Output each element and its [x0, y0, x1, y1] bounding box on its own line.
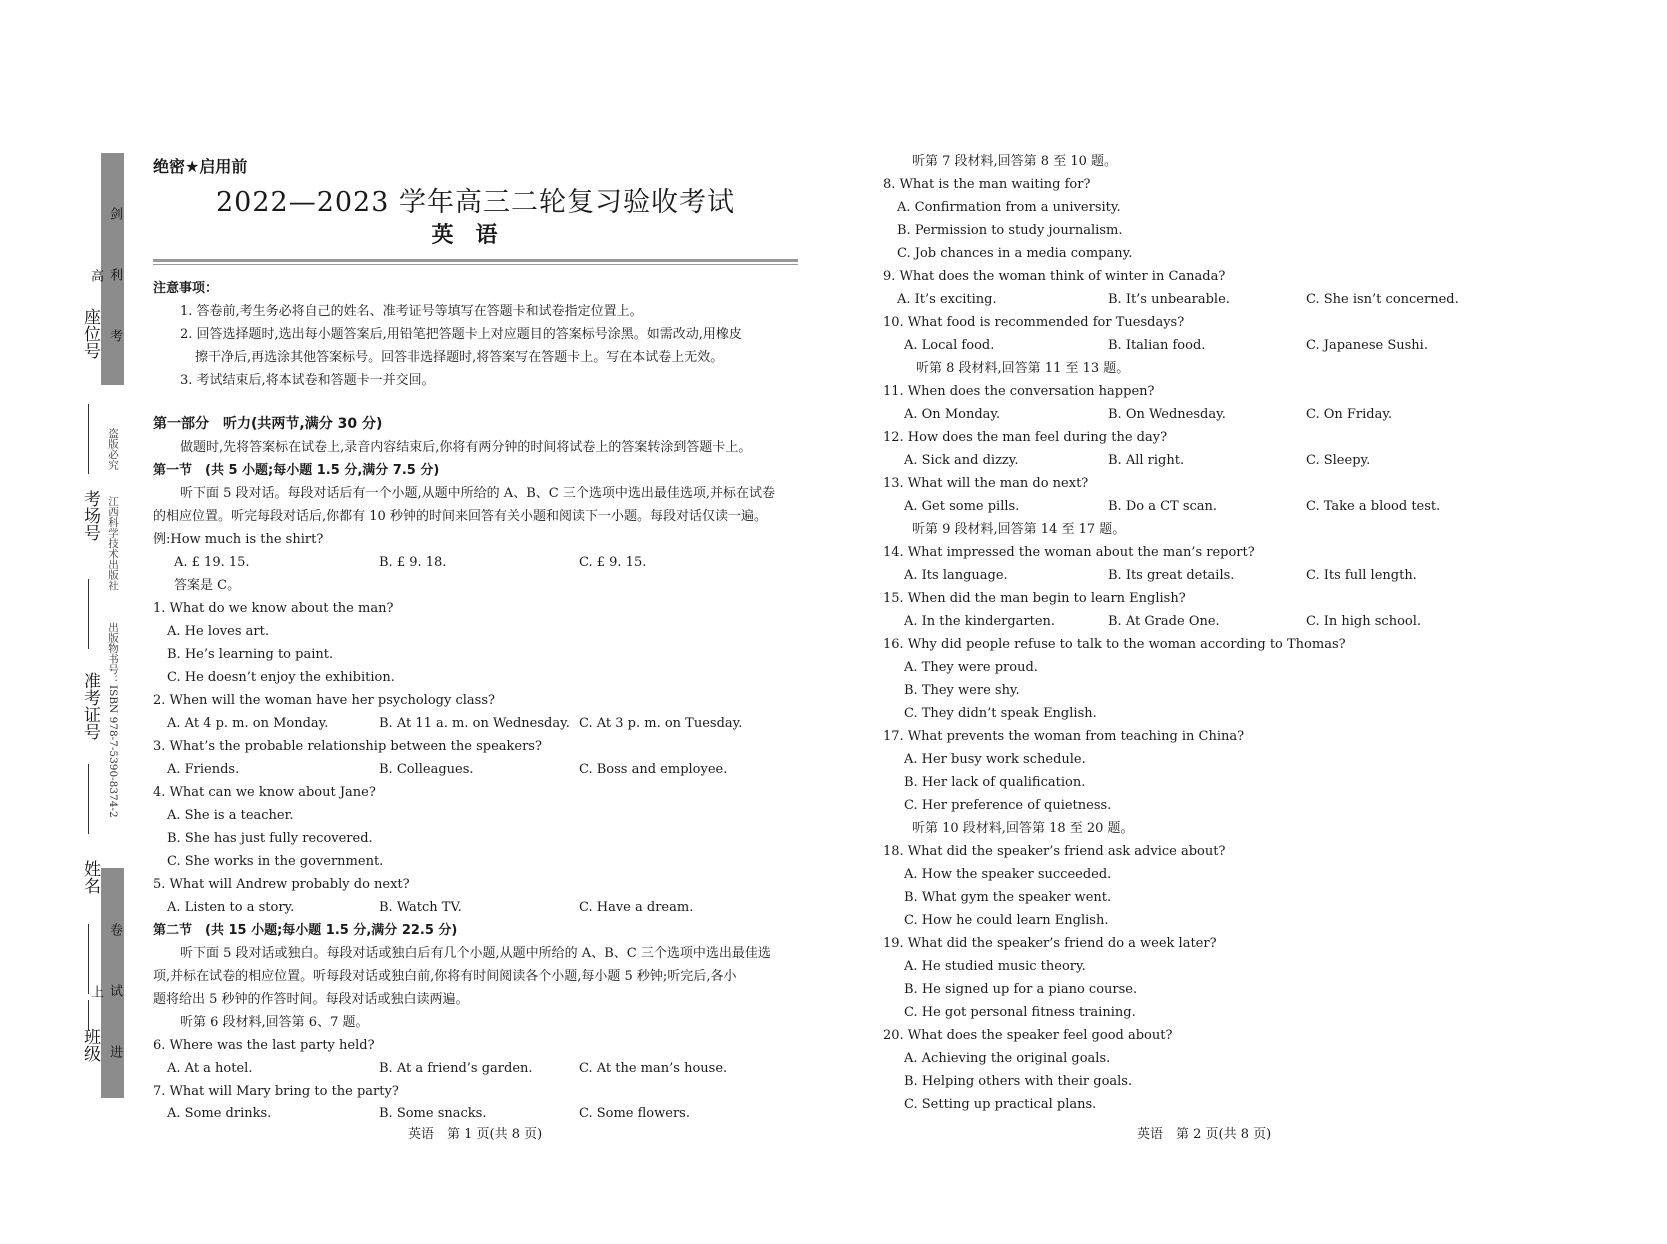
option-a: A. They were proud. — [904, 660, 1038, 675]
subject-title: 英语 — [431, 223, 520, 248]
option-a: A. Friends. — [167, 762, 240, 777]
material-8-heading: 听第 8 段材料,回答第 11 至 13 题。 — [916, 361, 1130, 376]
option-c: C. Setting up practical plans. — [904, 1097, 1097, 1112]
question-stem: 17. What prevents the woman from teaching in China? — [883, 729, 1245, 744]
option-b: B. Permission to study journalism. — [897, 223, 1123, 238]
question-stem: 4. What can we know about Jane? — [153, 785, 376, 800]
example-question: 例:How much is the shirt? — [153, 532, 324, 547]
option-c: C. Job chances in a media company. — [897, 246, 1133, 261]
notice-item-2: 2. 回答选择题时,选出每小题答案后,用铅笔把答题卡上对应题目的答案标号涂黑。如需改动,用橡皮 — [180, 327, 742, 342]
notice-item-3: 3. 考试结束后,将本试卷和答题卡一并交回。 — [180, 373, 435, 388]
option-b: B. Its great details. — [1108, 568, 1235, 583]
section2-heading: 第二节 (共 15 小题;每小题 1.5 分,满分 22.5 分) — [153, 923, 458, 938]
option-a: A. He studied music theory. — [904, 959, 1086, 974]
option-a: A. Achieving the original goals. — [904, 1051, 1111, 1066]
option-b: B. Helping others with their goals. — [904, 1074, 1133, 1089]
section2-intro-2: 项,并标在试卷的相应位置。听每段对话或独白前,你将有时间阅读各个小题,每小题 5 秒钟;听完后,各小 — [153, 969, 737, 984]
question-stem: 12. How does the man feel during the day? — [883, 430, 1168, 445]
option-b: B. On Wednesday. — [1108, 407, 1226, 422]
header-rule-thin — [153, 264, 798, 265]
example-option-b: B. £ 9. 18. — [379, 555, 447, 570]
section2-intro-3: 题将给出 5 秒钟的作答时间。每段对话或独白读两遍。 — [153, 992, 469, 1007]
binding-note-isbn: 出版物书号：ISBN 978-7-5390-8374-2 — [107, 622, 119, 818]
question-stem: 2. When will the woman have her psychology class? — [153, 693, 495, 708]
option-a: A. She is a teacher. — [167, 808, 294, 823]
confidential-label: 绝密★启用前 — [153, 157, 248, 176]
field-name-line[interactable] — [78, 920, 98, 994]
option-c: C. Boss and employee. — [579, 762, 728, 777]
notice-item-1: 1. 答卷前,考生务必将自己的姓名、准考证号等填写在答题卡和试卷指定位置上。 — [180, 304, 643, 319]
option-b: B. At Grade One. — [1108, 614, 1220, 629]
question-stem: 5. What will Andrew probably do next? — [153, 877, 410, 892]
question-stem: 15. When did the man begin to learn English? — [883, 591, 1186, 606]
option-c: C. Her preference of quietness. — [904, 798, 1112, 813]
option-b: B. Her lack of qualification. — [904, 775, 1086, 790]
option-b: B. She has just fully recovered. — [167, 831, 373, 846]
binding-note-publisher: 江西科学技术出版社 — [107, 496, 119, 591]
option-c: C. Japanese Sushi. — [1306, 338, 1428, 353]
question-stem: 13. What will the man do next? — [883, 476, 1089, 491]
part1-heading: 第一部分 听力(共两节,满分 30 分) — [153, 416, 383, 432]
option-c: C. On Friday. — [1306, 407, 1393, 422]
example-answer: 答案是 C。 — [174, 578, 241, 593]
question-stem: 10. What food is recommended for Tuesdays? — [883, 315, 1185, 330]
question-stem: 3. What’s the probable relationship between the speakers? — [153, 739, 542, 754]
option-a: A. Some drinks. — [167, 1106, 272, 1121]
option-b: B. Some snacks. — [379, 1106, 487, 1121]
question-stem: 20. What does the speaker feel good about? — [883, 1028, 1173, 1043]
option-b: B. Italian food. — [1108, 338, 1206, 353]
option-c: C. He doesn’t enjoy the exhibition. — [167, 670, 395, 685]
section2-intro-1: 听下面 5 段对话或独白。每段对话或独白后有几个小题,从题中所给的 A、B、C 三个选项中选出最佳选 — [180, 946, 771, 961]
page-footer-1: 英语 第 1 页(共 8 页) — [408, 1127, 543, 1142]
question-stem: 16. Why did people refuse to talk to the woman according to Thomas? — [883, 637, 1346, 652]
option-a: A. He loves art. — [167, 624, 269, 639]
option-c: C. He got personal fitness training. — [904, 1005, 1136, 1020]
option-c: C. In high school. — [1306, 614, 1422, 629]
field-name: 姓名 — [80, 860, 100, 894]
option-a: A. In the kindergarten. — [904, 614, 1056, 629]
option-c: C. Sleepy. — [1306, 453, 1371, 468]
option-a: A. Its language. — [904, 568, 1008, 583]
option-a: A. Her busy work schedule. — [904, 752, 1086, 767]
material-6-heading: 听第 6 段材料,回答第 6、7 题。 — [180, 1015, 369, 1030]
option-b: B. It’s unbearable. — [1108, 292, 1230, 307]
option-a: A. At a hotel. — [167, 1061, 253, 1076]
field-class-line[interactable] — [78, 996, 98, 1030]
question-stem: 14. What impressed the woman about the man’s report? — [883, 545, 1255, 560]
binding-note-piracy: 盗版必究 — [107, 428, 119, 470]
question-stem: 9. What does the woman think of winter in Canada? — [883, 269, 1226, 284]
question-stem: 19. What did the speaker’s friend do a week later? — [883, 936, 1217, 951]
question-stem: 18. What did the speaker’s friend ask advice about? — [883, 844, 1226, 859]
option-a: A. Listen to a story. — [167, 900, 295, 915]
exam-title: 2022—2023 学年高三二轮复习验收考试 — [215, 187, 735, 218]
option-a: A. Sick and dizzy. — [904, 453, 1019, 468]
option-c: C. Its full length. — [1306, 568, 1417, 583]
notice-item-2-cont: 擦干净后,再选涂其他答案标号。回答非选择题时,将答案写在答题卡上。写在本试卷上无效。 — [195, 350, 724, 365]
question-stem: 11. When does the conversation happen? — [883, 384, 1155, 399]
material-7-heading: 听第 7 段材料,回答第 8 至 10 题。 — [912, 154, 1118, 169]
section1-intro-1: 听下面 5 段对话。每段对话后有一个小题,从题中所给的 A、B、C 三个选项中选出最佳选项,并标在试卷 — [180, 486, 775, 501]
option-c: C. At the man’s house. — [579, 1061, 728, 1076]
option-b: B. Do a CT scan. — [1108, 499, 1218, 514]
question-stem: 7. What will Mary bring to the party? — [153, 1084, 399, 1099]
option-c: C. Take a blood test. — [1306, 499, 1441, 514]
field-seat-line[interactable] — [78, 400, 98, 474]
option-a: A. Confirmation from a university. — [897, 200, 1121, 215]
option-c: C. Have a dream. — [579, 900, 694, 915]
option-a: A. At 4 p. m. on Monday. — [167, 716, 329, 731]
option-a: A. It’s exciting. — [897, 292, 997, 307]
page-footer-2: 英语 第 2 页(共 8 页) — [1137, 1127, 1272, 1142]
option-b: B. What gym the speaker went. — [904, 890, 1112, 905]
option-a: A. How the speaker succeeded. — [904, 867, 1112, 882]
header-rule — [153, 259, 798, 262]
question-stem: 8. What is the man waiting for? — [883, 177, 1091, 192]
option-b: B. He signed up for a piano course. — [904, 982, 1138, 997]
option-b: B. At a friend’s garden. — [379, 1061, 533, 1076]
part1-intro: 做题时,先将答案标在试卷上,录音内容结束后,你将有两分钟的时间将试卷上的答案转涂到答题卡上。 — [180, 440, 752, 455]
option-c: C. How he could learn English. — [904, 913, 1109, 928]
option-b: B. They were shy. — [904, 683, 1020, 698]
option-c: C. She works in the government. — [167, 854, 384, 869]
question-stem: 6. Where was the last party held? — [153, 1038, 375, 1053]
field-admission-number: 准考证号 — [80, 672, 100, 740]
example-option-c: C. £ 9. 15. — [579, 555, 647, 570]
field-class: 班级 — [80, 1028, 100, 1062]
option-c: C. At 3 p. m. on Tuesday. — [579, 716, 743, 731]
notice-heading: 注意事项： — [153, 281, 219, 296]
section1-intro-2: 的相应位置。听完每段对话后,你都有 10 秒钟的时间来回答有关小题和阅读下一小题。每段对话仅读一遍。 — [153, 509, 767, 524]
option-b: B. Watch TV. — [379, 900, 462, 915]
binding-strip-bottom-text: 卷 试 进 上 — [88, 923, 122, 1081]
field-room-line[interactable] — [78, 575, 98, 649]
material-10-heading: 听第 10 段材料,回答第 18 至 20 题。 — [912, 821, 1134, 836]
example-option-a: A. £ 19. 15. — [174, 555, 250, 570]
option-a: A. Local food. — [904, 338, 995, 353]
field-seat-number: 座位号 — [80, 308, 100, 359]
option-b: B. At 11 a. m. on Wednesday. — [379, 716, 570, 731]
option-a: A. On Monday. — [904, 407, 1001, 422]
option-c: C. They didn’t speak English. — [904, 706, 1097, 721]
option-c: C. She isn’t concerned. — [1306, 292, 1459, 307]
option-c: C. Some flowers. — [579, 1106, 690, 1121]
question-stem: 1. What do we know about the man? — [153, 601, 394, 616]
option-b: B. He’s learning to paint. — [167, 647, 334, 662]
material-9-heading: 听第 9 段材料,回答第 14 至 17 题。 — [912, 522, 1126, 537]
field-exam-room: 考场号 — [80, 490, 100, 541]
option-b: B. All right. — [1108, 453, 1185, 468]
field-admission-line[interactable] — [78, 760, 98, 834]
option-a: A. Get some pills. — [904, 499, 1020, 514]
binding-strip-top-text: 剑 利 考 高 — [88, 207, 122, 365]
section1-heading: 第一节 (共 5 小题;每小题 1.5 分,满分 7.5 分) — [153, 463, 440, 478]
option-b: B. Colleagues. — [379, 762, 474, 777]
